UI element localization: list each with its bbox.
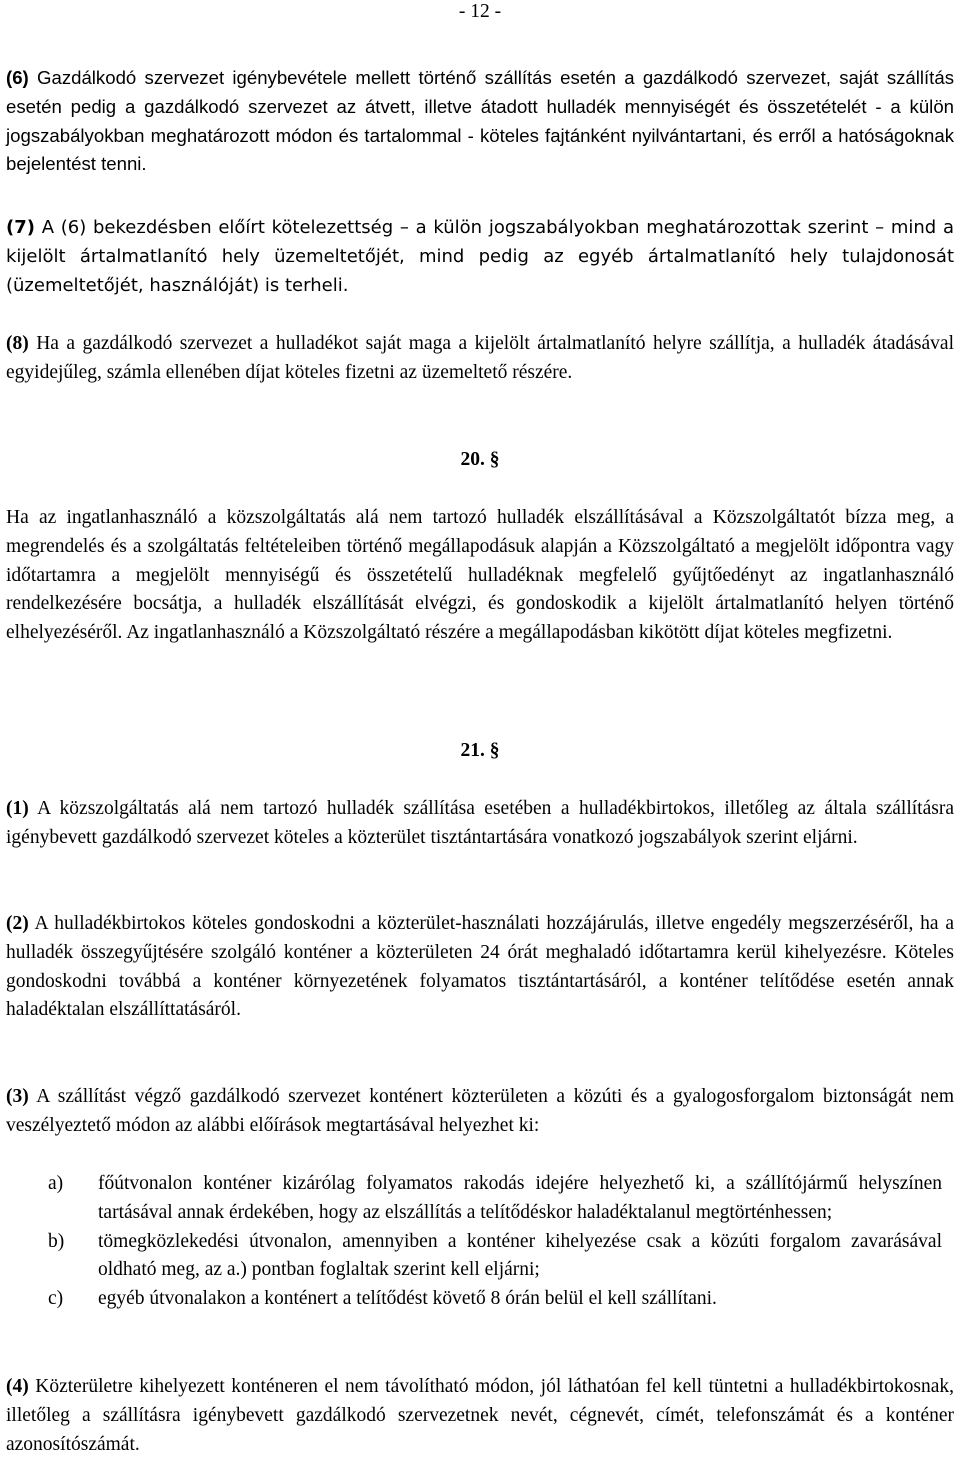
section-20-heading: 20. §	[460, 449, 500, 470]
list-item-text: tömegközlekedési útvonalon, amennyiben a konténer kihelyezése csak a közúti forgalom zavarásával oldható meg, az a.) pontban foglaltak szerint kell eljárni;	[98, 1230, 942, 1281]
section-21-paragraph-4-number: (4)	[6, 1376, 29, 1397]
paragraph-7	[6, 214, 954, 300]
section-21-paragraph-3-text: A szállítást végző gazdálkodó szervezet konténert közterületen a közúti és a gyalogosforgalom biztonságát nem veszélyeztető módon az alábbi előírások megtartásával helyezhet ki:	[6, 1086, 954, 1136]
paragraph-8-text: Ha a gazdálkodó szervezet a hulladékot saját maga a kijelölt ártalmatlanító helyre szállítja, a hulladék átadásával egyidejűleg, számla ellenében díjat köteles fizetni az üzemeltető részére.	[6, 333, 954, 383]
section-21-paragraph-1-text: A közszolgáltatás alá nem tartozó hulladék szállítása esetében a hulladékbirtokos, illetőleg az általa szállításra igénybevett gazdálkodó szervezet köteles a közterület tisztántartására vonatkozó jogszabályok szerint eljárni.	[6, 798, 954, 848]
list-item-text: egyéb útvonalakon a konténert a telítődést követő 8 órán belül el kell szállítani.	[98, 1288, 717, 1310]
paragraph-6-text: Gazdálkodó szervezet igénybevétele mellett történő szállítás esetén a gazdálkodó szervezet, saját szállítás esetén pedig a gazdálkodó szervezet az átvett, illetve átadott hulladék mennyiségét és összetételét - a külön jogszabályokban meghatározott módon és tartalommal - köteles fajtánként nyilvántartani, és erről a hatóságoknak bejelentést tenni.	[6, 67, 954, 175]
section-21-heading: 21. §	[460, 740, 500, 761]
section-20-body	[6, 504, 954, 648]
page-number: - 12 -	[458, 1, 502, 22]
paragraph-8-number: (8)	[6, 333, 29, 354]
paragraph-6-number: (6)	[6, 67, 29, 88]
section-21-paragraph-3-list	[48, 1170, 942, 1314]
section-20-text: Ha az ingatlanhasználó a közszolgáltatás alá nem tartozó hulladék elszállításával a Közszolgáltatót bízza meg, a megrendelés és a szolgáltatás feltételeiben történő megállapodásuk alapján a Közszolgáltató a megjelölt időpontra vagy időtartamra a megjelölt mennyiségű és összetételű hulladéknak megfelelő gyűjtőedényt az ingatlanhasználó rendelkezésére bocsátja, a hulladék elszállítását elvégzi, és gondoskodik a kijelölt ártalmatlanító helyen történő elhelyezéséről. Az ingatlanhasználó a Közszolgáltató részére a megállapodásban kikötött díjat köteles megfizetni.	[6, 507, 954, 644]
paragraph-7-text: A (6) bekezdésben előírt kötelezettség – a külön jogszabályokban meghatározottak szerint – mind a kijelölt ártalmatlanító hely üzemeltetőjét, mind pedig az egyéb ártalmatlanító hely tulajdonosát (üzemeltetőjét, használóját) is terheli.	[6, 217, 954, 296]
section-21-paragraph-1-number: (1)	[6, 798, 29, 819]
list-item-marker: a)	[48, 1173, 64, 1194]
section-21-paragraph-4	[6, 1373, 954, 1459]
section-21-paragraph-1	[6, 795, 954, 853]
section-21-paragraph-4-text: Közterületre kihelyezett konténeren el nem távolítható módon, jól láthatóan fel kell tüntetni a hulladékbirtokosnak, illetőleg a szállításra igénybevett gazdálkodó szervezetnek nevét, cégnevét, címét, telefonszámát és a konténer azonosítószámát.	[6, 1376, 954, 1455]
paragraph-8	[6, 330, 954, 388]
section-21-paragraph-2-text: A hulladékbirtokos köteles gondoskodni a közterület-használati hozzájárulás, illetve engedély megszerzéséről, ha a hulladék összegyűjtésére szolgáló konténer a közterületen 24 órát meghaladó időtartamra kerül kihelyezésre. Köteles gondoskodni továbbá a konténer környezetének folyamatos tisztántartásáról, a konténer telítődése esetén annak haladéktalan elszállíttatásáról.	[6, 913, 954, 1021]
section-21-paragraph-3	[6, 1083, 954, 1141]
list-item-marker: c)	[48, 1288, 64, 1310]
list-item-marker: b)	[48, 1230, 65, 1252]
list-item-text: főútvonalon konténer kizárólag folyamatos rakodás idejére helyezhető ki, a szállítójármű helyszínen tartásával annak érdekében, hogy az elszállítás a telítődéskor haladéktalanul megtörténhessen;	[98, 1173, 942, 1223]
section-21-paragraph-2-number: (2)	[6, 913, 29, 934]
section-21-paragraph-2	[6, 910, 954, 1025]
list-item	[48, 1228, 942, 1286]
paragraph-6	[6, 64, 954, 179]
paragraph-7-number: (7)	[6, 217, 35, 238]
list-item	[48, 1285, 942, 1314]
list-item	[48, 1170, 942, 1228]
section-21-paragraph-3-number: (3)	[6, 1086, 29, 1107]
